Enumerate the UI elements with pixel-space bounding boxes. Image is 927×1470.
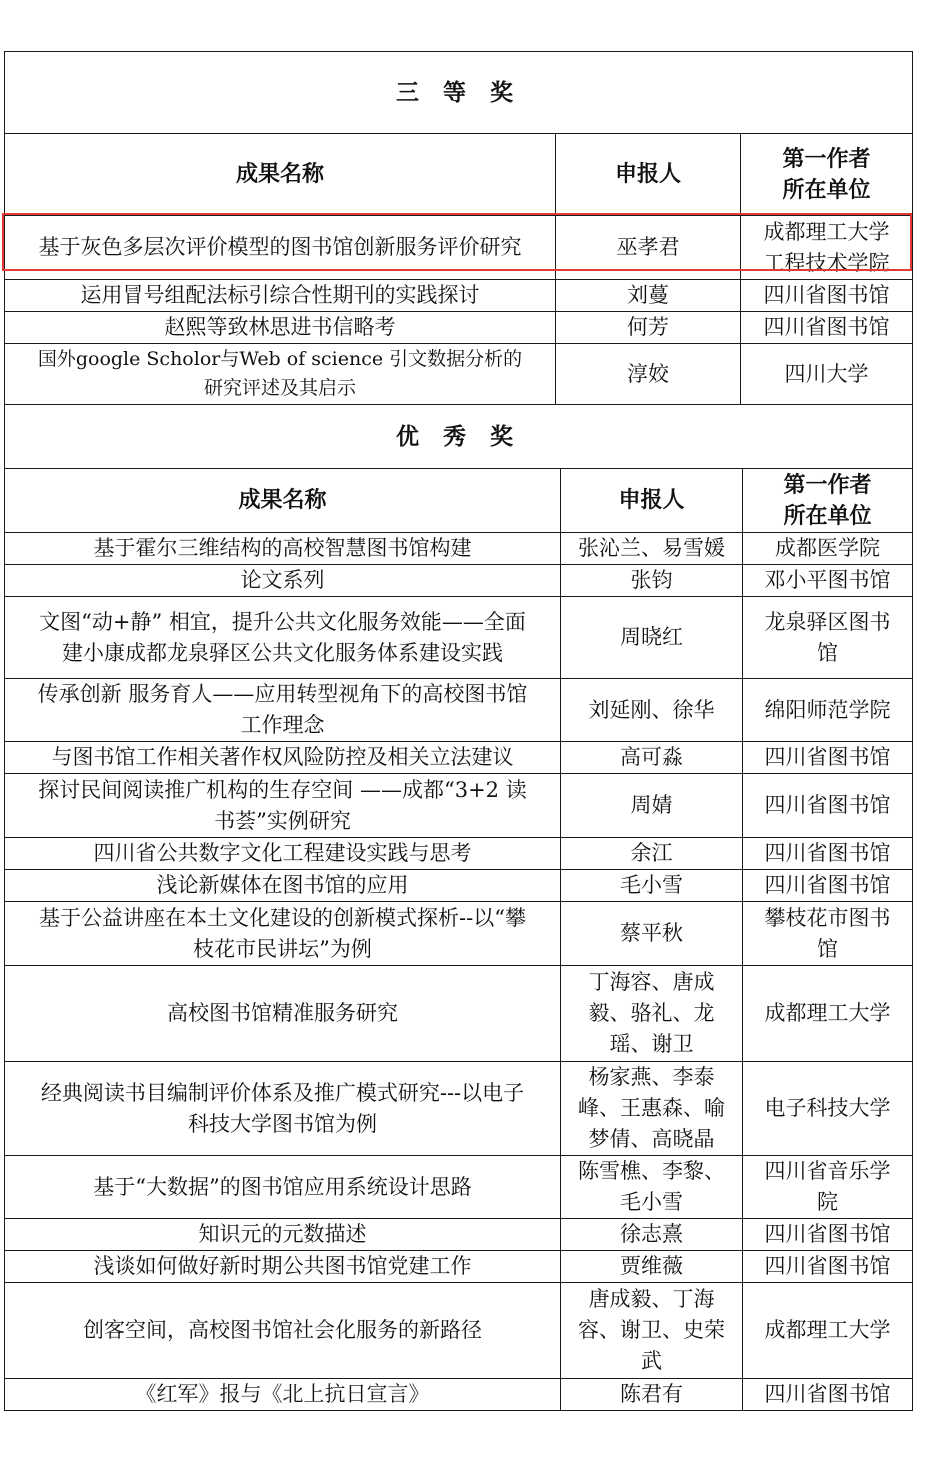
cell-unit: 成都理工大学 工程技术学院 bbox=[741, 216, 913, 280]
header-applicant: 申报人 bbox=[561, 469, 743, 533]
table-row bbox=[5, 533, 913, 565]
cell-applicant: 周婧 bbox=[561, 774, 743, 838]
table-row bbox=[5, 344, 913, 405]
cell-name: 国外google Scholor与Web of science 引文数据分析的 研究评述及其启示 bbox=[5, 344, 556, 405]
cell-unit: 邓小平图书馆 bbox=[743, 565, 913, 597]
header-name: 成果名称 bbox=[5, 469, 561, 533]
table-row bbox=[5, 742, 913, 774]
cell-unit: 四川省图书馆 bbox=[741, 280, 913, 312]
cell-applicant: 周晓红 bbox=[561, 597, 743, 679]
header-unit-line1: 第一作者 bbox=[782, 145, 871, 172]
cell-unit: 四川省图书馆 bbox=[741, 312, 913, 344]
third-prize-table bbox=[4, 51, 913, 405]
cell-applicant: 蔡平秋 bbox=[561, 902, 743, 966]
cell-name: 传承创新 服务育人——应用转型视角下的高校图书馆 工作理念 bbox=[5, 679, 561, 742]
cell-name: 文图“动+静” 相宜，提升公共文化服务效能——全面 建小康成都龙泉驿区公共文化服务体系建设实践 bbox=[5, 597, 561, 679]
table-row bbox=[5, 597, 913, 679]
cell-name: 《红军》报与《北上抗日宣言》 bbox=[5, 1379, 561, 1411]
cell-applicant: 陈雪樵、李黎、 毛小雪 bbox=[561, 1156, 743, 1219]
cell-applicant: 高可淼 bbox=[561, 742, 743, 774]
cell-applicant: 何芳 bbox=[556, 312, 741, 344]
cell-unit: 四川省图书馆 bbox=[743, 742, 913, 774]
cell-unit: 成都理工大学 bbox=[743, 966, 913, 1062]
table-row bbox=[5, 838, 913, 870]
cell-applicant: 陈君有 bbox=[561, 1379, 743, 1411]
table-row bbox=[5, 312, 913, 344]
cell-unit: 四川大学 bbox=[741, 344, 913, 405]
header-unit-line2: 所在单位 bbox=[783, 502, 872, 529]
header-unit-line1: 第一作者 bbox=[783, 471, 872, 498]
cell-name: 浅论新媒体在图书馆的应用 bbox=[5, 870, 561, 902]
cell-name: 经典阅读书目编制评价体系及推广模式研究---以电子 科技大学图书馆为例 bbox=[5, 1062, 561, 1156]
cell-name: 赵熙等致林思进书信略考 bbox=[5, 312, 556, 344]
table-row bbox=[5, 1283, 913, 1379]
cell-unit: 四川省音乐学 院 bbox=[743, 1156, 913, 1219]
cell-name: 基于霍尔三维结构的高校智慧图书馆构建 bbox=[5, 533, 561, 565]
cell-name: 创客空间，高校图书馆社会化服务的新路径 bbox=[5, 1283, 561, 1379]
header-applicant: 申报人 bbox=[556, 134, 741, 216]
cell-applicant: 余江 bbox=[561, 838, 743, 870]
cell-applicant: 巫孝君 bbox=[556, 216, 741, 280]
cell-applicant: 张沁兰、易雪媛 bbox=[561, 533, 743, 565]
cell-applicant: 徐志熹 bbox=[561, 1219, 743, 1251]
cell-applicant: 刘延刚、徐华 bbox=[561, 679, 743, 742]
cell-name: 基于“大数据”的图书馆应用系统设计思路 bbox=[5, 1156, 561, 1219]
cell-name: 基于公益讲座在本土文化建设的创新模式探析--以“攀 枝花市民讲坛”为例 bbox=[5, 902, 561, 966]
cell-name: 知识元的元数描述 bbox=[5, 1219, 561, 1251]
cell-unit: 绵阳师范学院 bbox=[743, 679, 913, 742]
cell-unit: 龙泉驿区图书 馆 bbox=[743, 597, 913, 679]
cell-name: 与图书馆工作相关著作权风险防控及相关立法建议 bbox=[5, 742, 561, 774]
cell-name: 浅谈如何做好新时期公共图书馆党建工作 bbox=[5, 1251, 561, 1283]
cell-unit: 四川省图书馆 bbox=[743, 1219, 913, 1251]
table-row bbox=[5, 565, 913, 597]
excellence-prize-table bbox=[4, 404, 913, 1411]
cell-name: 基于灰色多层次评价模型的图书馆创新服务评价研究 bbox=[5, 216, 556, 280]
cell-unit: 成都医学院 bbox=[743, 533, 913, 565]
header-unit bbox=[743, 469, 913, 533]
table-row bbox=[5, 870, 913, 902]
table-row bbox=[5, 1219, 913, 1251]
cell-applicant: 淳姣 bbox=[556, 344, 741, 405]
cell-name: 运用冒号组配法标引综合性期刊的实践探讨 bbox=[5, 280, 556, 312]
cell-name: 探讨民间阅读推广机构的生存空间 ——成都“3+2 读 书荟”实例研究 bbox=[5, 774, 561, 838]
table-row bbox=[5, 774, 913, 838]
cell-unit: 四川省图书馆 bbox=[743, 1251, 913, 1283]
cell-unit: 攀枝花市图书 馆 bbox=[743, 902, 913, 966]
cell-unit: 成都理工大学 bbox=[743, 1283, 913, 1379]
table-row bbox=[5, 1251, 913, 1283]
table-row bbox=[5, 1379, 913, 1411]
cell-applicant: 张钧 bbox=[561, 565, 743, 597]
table-row bbox=[5, 966, 913, 1062]
cell-applicant: 杨家燕、李泰 峰、王惠森、喻 梦倩、高晓晶 bbox=[561, 1062, 743, 1156]
cell-name: 高校图书馆精准服务研究 bbox=[5, 966, 561, 1062]
header-name: 成果名称 bbox=[5, 134, 556, 216]
cell-applicant: 丁海容、唐成 毅、骆礼、龙 瑶、谢卫 bbox=[561, 966, 743, 1062]
cell-name: 论文系列 bbox=[5, 565, 561, 597]
table-row bbox=[5, 679, 913, 742]
cell-applicant: 刘蔓 bbox=[556, 280, 741, 312]
section-title: 三 等 奖 bbox=[5, 52, 913, 134]
table-row bbox=[5, 1156, 913, 1219]
table-row bbox=[5, 280, 913, 312]
cell-unit: 电子科技大学 bbox=[743, 1062, 913, 1156]
header-unit bbox=[741, 134, 913, 216]
cell-unit: 四川省图书馆 bbox=[743, 870, 913, 902]
table-row bbox=[5, 216, 913, 280]
cell-unit: 四川省图书馆 bbox=[743, 774, 913, 838]
cell-applicant: 唐成毅、丁海 容、谢卫、史荣 武 bbox=[561, 1283, 743, 1379]
table-row bbox=[5, 902, 913, 966]
cell-unit: 四川省图书馆 bbox=[743, 838, 913, 870]
cell-name: 四川省公共数字文化工程建设实践与思考 bbox=[5, 838, 561, 870]
cell-unit: 四川省图书馆 bbox=[743, 1379, 913, 1411]
cell-applicant: 贾维薇 bbox=[561, 1251, 743, 1283]
section-title: 优 秀 奖 bbox=[5, 405, 913, 469]
header-unit-line2: 所在单位 bbox=[782, 176, 871, 203]
cell-applicant: 毛小雪 bbox=[561, 870, 743, 902]
table-row bbox=[5, 1062, 913, 1156]
